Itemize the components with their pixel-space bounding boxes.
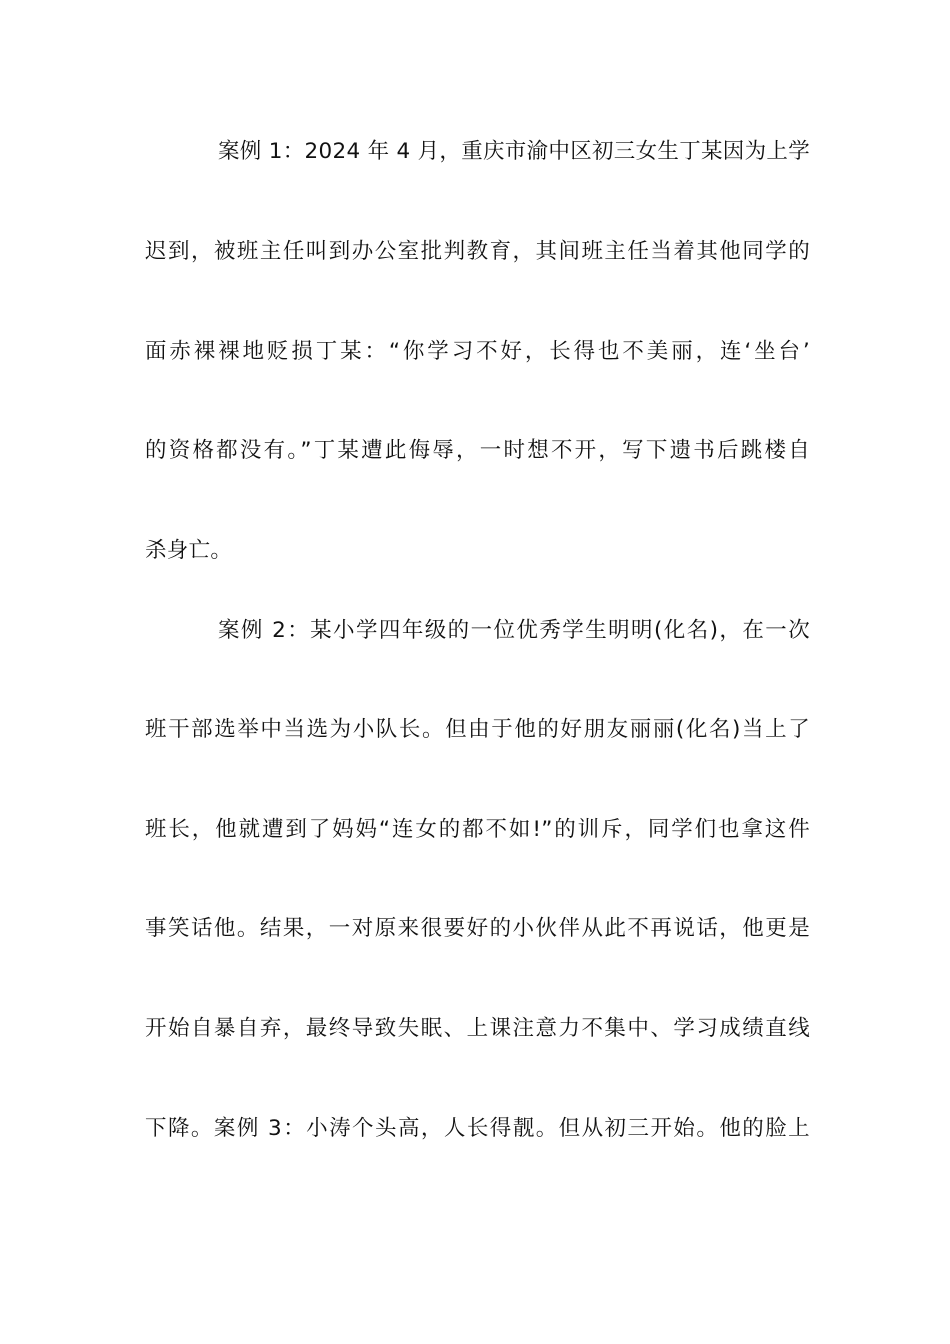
paragraph-line: 迟到，被班主任叫到办公室批判教育，其间班主任当着其他同学的 <box>145 239 810 264</box>
paragraph-line: 案例 2：某小学四年级的一位优秀学生明明(化名)，在一次 <box>218 618 810 643</box>
paragraph-line: 面赤裸裸地贬损丁某：“你学习不好，长得也不美丽，连‘坐台’ <box>145 339 810 364</box>
paragraph-line: 班长，他就遭到了妈妈“连女的都不如!”的训斥，同学们也拿这件 <box>145 817 810 842</box>
paragraph-line: 下降。案例 3：小涛个头高，人长得靓。但从初三开始。他的脸上 <box>145 1116 810 1141</box>
paragraph-line: 杀身亡。 <box>145 538 233 563</box>
paragraph-line: 班干部选举中当选为小队长。但由于他的好朋友丽丽(化名)当上了 <box>145 717 810 742</box>
paragraph-line: 开始自暴自弃，最终导致失眠、上课注意力不集中、学习成绩直线 <box>145 1016 810 1041</box>
paragraph-line: 案例 1：2024 年 4 月，重庆市渝中区初三女生丁某因为上学 <box>218 139 811 164</box>
paragraph-line: 的资格都没有。”丁某遭此侮辱，一时想不开，写下遗书后跳楼自 <box>145 438 810 463</box>
paragraph-line: 事笑话他。结果，一对原来很要好的小伙伴从此不再说话，他更是 <box>145 916 810 941</box>
